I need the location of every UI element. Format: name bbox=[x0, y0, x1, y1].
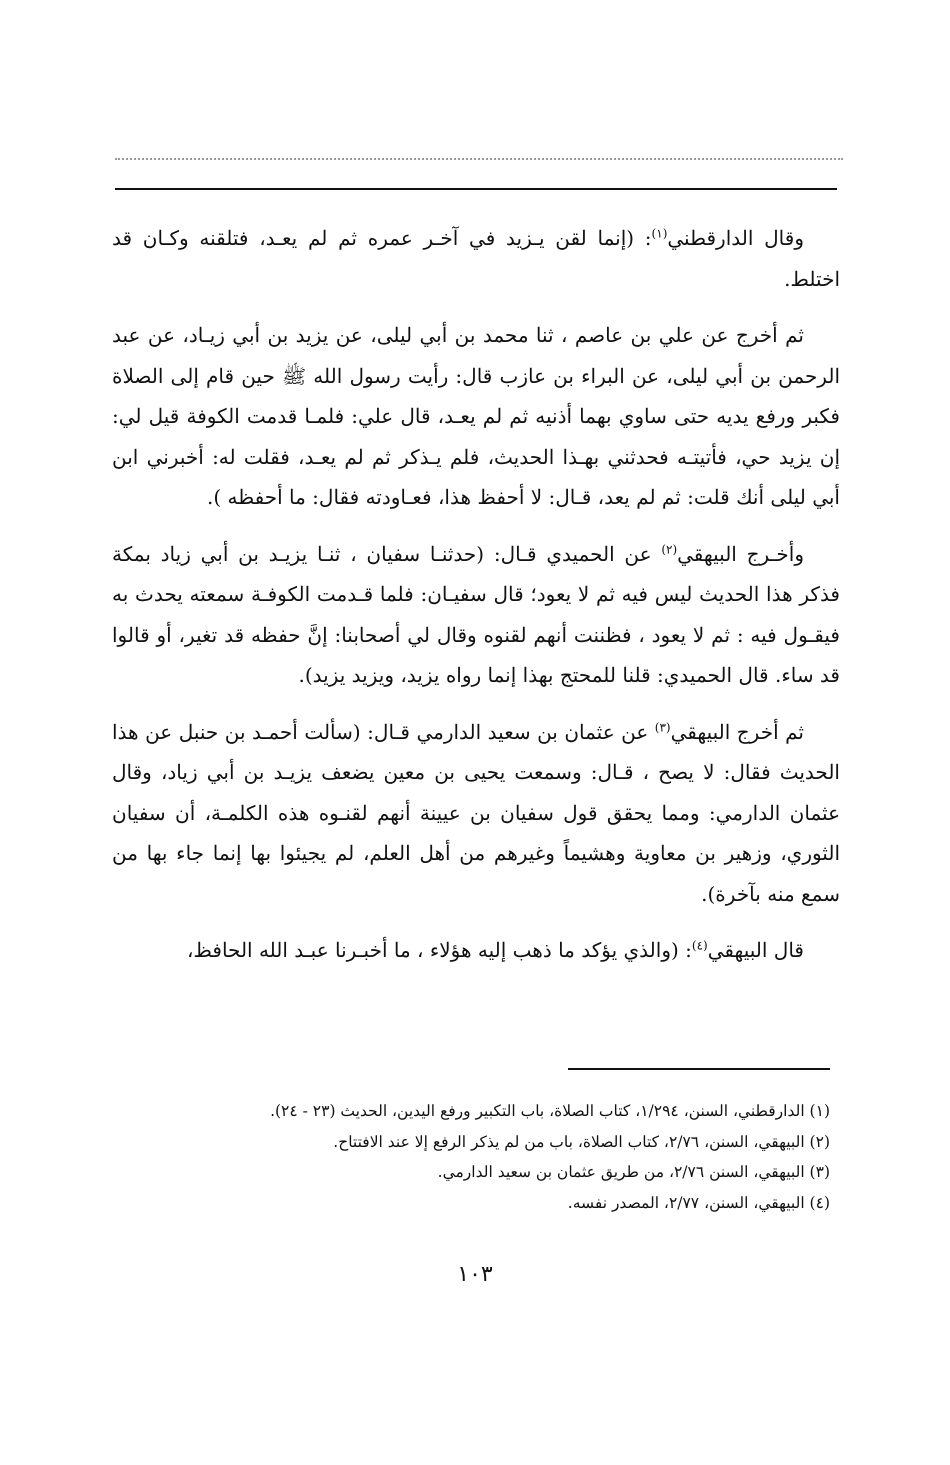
footnote-3: (٣) البيهقي، السنن ٢/٧٦، من طريق عثمان بن سعيد الدارمي. bbox=[437, 1163, 830, 1181]
paragraph-ali-bin-asim: ثم أخرج عن علي بن عاصم ، ثنا محمد بن أبي ليلى، عن يزيد بن أبي زيـاد، عن عبد الرحمن بن أبي ليلى، عن البراء بن عازب قال: رأيت رسول الله ﷺ حين قام إلى الصلاة فكبر ورفع يديه حتى ساوي بهما أذنيه ثم لم يعـد، قال علي: فلمـا قدمت الكوفة قيل لي: إن يزيد حي، فأتيتـه فحدثني بهـذا الحديث، فلم يـذكر ثم لم يعـد، فقلت له: أخبرني ابن أبي ليلى أنك قلت: ثم لم يعد، قـال: لا أحفظ هذا، فعـاودته فقال: ما أحفظه ). bbox=[112, 323, 840, 509]
paragraph-baihaqi: قال البيهقي$^{(٤)}$: (والذي يؤكد ما ذهب إليه هؤلاء ، ما أخبـرنا عبـد الله الحافظ، bbox=[186, 938, 804, 962]
paragraph-darimi: ثم أخرج البيهقي$^{(٣)}$ عن عثمان بن سعيد الدارمي قـال: (سألت أحمـد بن حنبل عن هذا الحديث فقال: لا يصح ، قـال: وسمعت يحيى بن معين يضعف يزيـد بن أبي زياد، وقال عثمان الدارمي: ومما يحقق قول سفيان بن عيينة أنهم لقنـوه هذه الكلمـة، أن سفيان الثوري، وزهير بن معاوية وهشيماً وغيرهم من أهل العلم، لم يجيئوا بها إنما جاء بها من سمع منه بآخرة). bbox=[112, 719, 840, 906]
page-number: ١٠٣ bbox=[457, 1262, 493, 1287]
header-dotted-rule bbox=[115, 158, 843, 160]
footnote-ref-3[interactable]: (٣) bbox=[654, 719, 671, 734]
footnote-4: (٤) البيهقي، السنن، ٢/٧٧، المصدر نفسه. bbox=[567, 1193, 830, 1212]
footnotes bbox=[112, 1096, 830, 1218]
paragraph-humaidi: وأخـرج البيهقي$^{(٢)}$ عن الحميدي قـال: (حدثنـا سفيان ، ثنـا يزيـد بن أبي زياد بمكة فذكر هذا الحديث ليس فيه ثم لا يعود؛ قال سفيـان: فلما قـدمت الكوفـة سمعته يحدث به فيقـول فيه : ثم لا يعود ، فظننت أنهم لقنوه وقال لي أصحابنا: إنَّ حفظه قد تغير، أو قالوا قد ساء. قال الحميدي: قلنا للمحتج بهذا إنما رواه يزيد، ويزيد يزيد). bbox=[112, 541, 840, 687]
footnote-2: (٢) البيهقي، السنن، ٢/٧٦، كتاب الصلاة، باب من لم يذكر الرفع إلا عند الافتتاح. bbox=[333, 1132, 830, 1151]
footnote-ref-1[interactable]: (١) bbox=[651, 226, 668, 241]
footnote-ref-4[interactable]: (٤) bbox=[691, 938, 708, 953]
paragraph-daraqutni: وقال الدارقطني$^{(١)}$: (إنما لقن يـزيد في آخـر عمره ثم لم يعـد، فتلقنه وكـان قد اختلط. bbox=[112, 226, 840, 291]
main-text bbox=[112, 218, 840, 971]
footnote-separator bbox=[568, 1068, 830, 1070]
footnote-1: (١) الدارقطني، السنن، ١/٢٩٤، كتاب الصلاة، باب التكبير ورفع اليدين، الحديث (٢٣ - ٢٤). bbox=[270, 1102, 830, 1120]
footnote-ref-2[interactable]: (٢) bbox=[661, 541, 678, 556]
header-rule bbox=[115, 188, 837, 190]
